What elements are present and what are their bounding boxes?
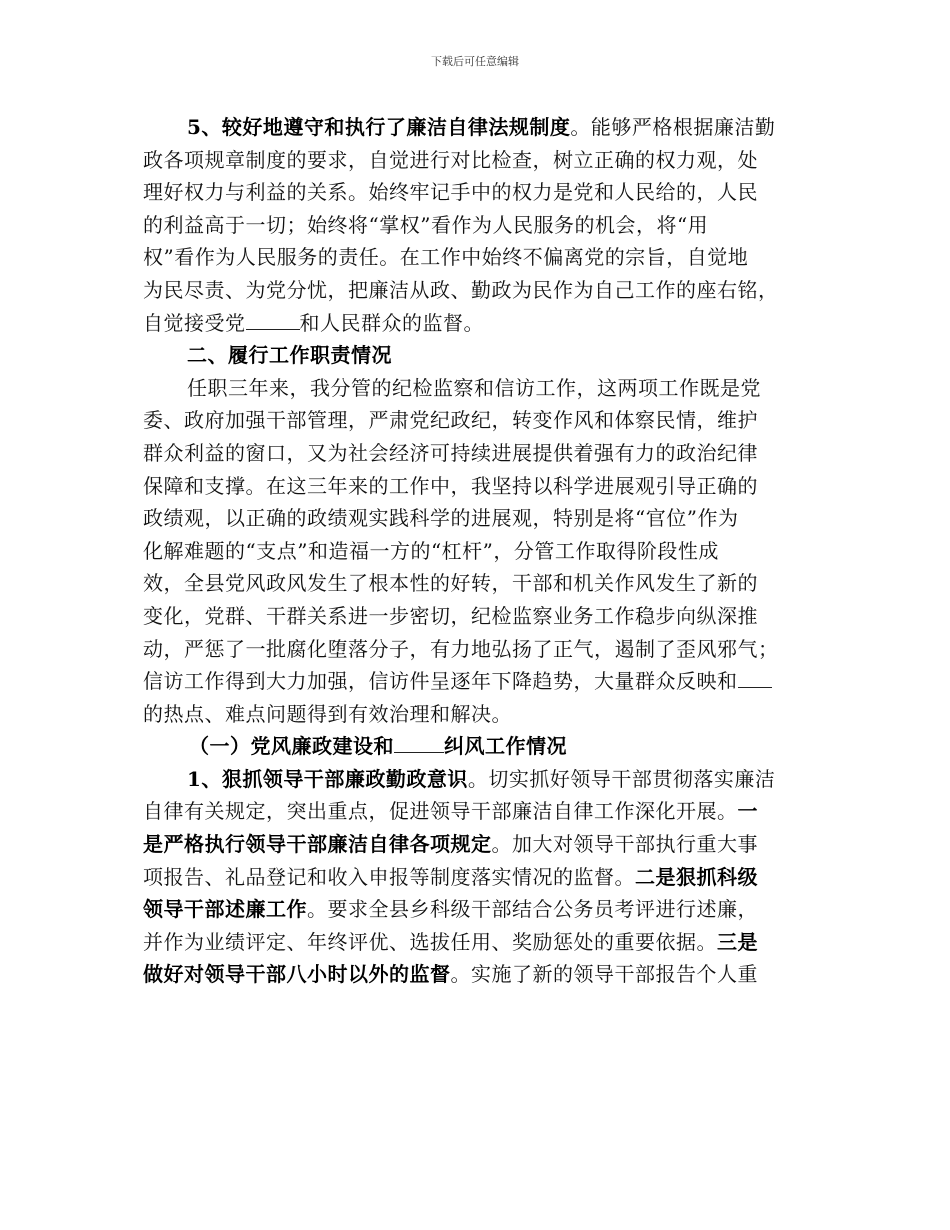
line-text: 。要求全县乡科级干部结合公务员考评进行述廉，	[307, 897, 758, 922]
text-line: 权”看作为人民服务的责任。在工作中始终不偏离党的宗旨，自觉地	[143, 245, 749, 270]
line-text: 。加大对领导干部执行重大事	[491, 832, 758, 857]
page-header-note: 下载后可任意编辑	[431, 55, 519, 68]
text-line: 变化，党群、干群关系进一步密切，纪检监察业务工作稳步向纵深推	[143, 603, 758, 628]
text-line	[143, 861, 815, 894]
text-line	[143, 958, 815, 991]
bold-phrase: 1、狠抓领导干部廉政勤政意识	[187, 766, 468, 791]
text-line: 任职三年来，我分管的纪检监察和信访工作，这两项工作既是党	[187, 375, 761, 400]
section-heading-text: 二、履行工作职责情况	[187, 343, 392, 368]
text-line	[143, 926, 815, 959]
text-line: 委、政府加强干部管理，严肃党纪政纪，转变作风和体察民情，维护	[143, 408, 758, 433]
text-line: 的热点、难点问题得到有效治理和解决。	[143, 701, 512, 726]
bold-phrase: 5、较好地遵守和执行了廉洁自律法规制度	[187, 115, 571, 139]
text-line: 政绩观，以正确的政绩观实践科学的进展观，特别是将“官位”作为	[143, 506, 739, 531]
blank-underline	[394, 734, 444, 753]
bold-phrase: 一	[737, 799, 758, 824]
text-line: 保障和支撑。在这三年来的工作中，我坚持以科学进展观引导正确的	[143, 473, 758, 498]
bold-phrase: 三是	[717, 929, 758, 954]
text-line	[143, 763, 815, 796]
line-text: 信访工作得到大力加强，信访件呈逐年下降趋势，大量群众反映和	[143, 669, 738, 694]
bold-phrase: 做好对领导干部八小时以外的监督	[143, 962, 451, 987]
line-text: 和人民群众的监督。	[299, 310, 484, 335]
bold-phrase: 是严格执行领导干部廉洁自律各项规定	[143, 832, 492, 857]
text-line	[143, 828, 815, 861]
text-line: 化解难题的“支点”和造福一方的“杠杆”，分管工作取得阶段性成	[143, 538, 719, 563]
text-line	[143, 111, 815, 144]
line-text: 。切实抓好领导干部贯彻落实廉洁	[467, 766, 776, 791]
line-text: 自觉接受党	[143, 310, 246, 335]
bold-phrase: 二是狠抓科级	[635, 864, 758, 889]
subsection-heading-text: （一）党风廉政建设和	[189, 734, 394, 759]
text-line: 为民尽责、为党分忧，把廉洁从政、勤政为民作为自己工作的座右铭，	[143, 277, 779, 302]
blank-underline	[246, 311, 300, 330]
line-text: 并作为业绩评定、年终评优、选拔任用、奖励惩处的重要依据。	[143, 929, 717, 954]
text-line: 动，严惩了一批腐化堕落分子，有力地弘扬了正气，遏制了歪风邪气；	[143, 636, 779, 661]
text-line: 群众利益的窗口，又为社会经济可持续进展提供着强有力的政治纪律	[143, 440, 758, 465]
text-line: 政各项规章制度的要求，自觉进行对比检查，树立正确的权力观，处	[143, 147, 758, 172]
subsection-heading-text: 纠风工作情况	[444, 734, 567, 759]
bold-phrase: 领导干部述廉工作	[143, 897, 307, 922]
section-heading	[143, 339, 815, 372]
line-text: 自律有关规定，突出重点，促进领导干部廉洁自律工作深化开展。	[143, 799, 738, 824]
text-line	[143, 893, 815, 926]
text-line	[143, 307, 815, 340]
subsection-heading	[143, 730, 815, 763]
text-line	[143, 665, 815, 698]
line-text: 项报告、礼品登记和收入申报等制度落实情况的监督。	[143, 864, 635, 889]
line-text: 。能够严格根据廉洁勤	[570, 115, 776, 139]
line-text: 。实施了新的领导干部报告个人重	[450, 962, 758, 987]
text-line: 效，全县党风政风发生了根本性的好转，干部和机关作风发生了新的	[143, 571, 758, 596]
text-line	[143, 795, 815, 828]
text-line: 理好权力与利益的关系。始终牢记手中的权力是党和人民给的，人民	[143, 180, 758, 205]
blank-underline	[738, 669, 772, 688]
document-body	[143, 111, 815, 991]
text-line: 的利益高于一切；始终将“掌权”看作为人民服务的机会，将“用	[143, 212, 709, 237]
